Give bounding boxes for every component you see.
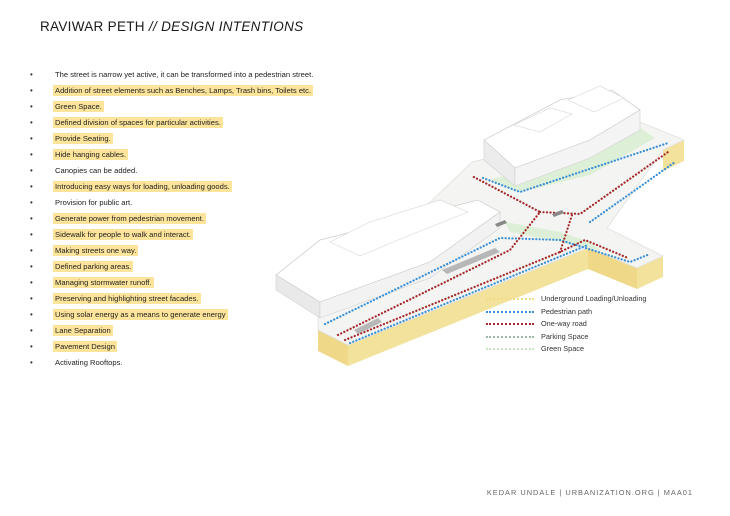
intention-text: Lane Separation bbox=[55, 326, 111, 335]
intention-text: The street is narrow yet active, it can be transformed into a pedestrian street. bbox=[55, 70, 314, 79]
intention-text: Introducing easy ways for loading, unloading goods. bbox=[55, 182, 230, 191]
legend-swatch-icon bbox=[486, 348, 534, 350]
bullet-icon: • bbox=[30, 358, 33, 367]
legend-item bbox=[486, 293, 646, 306]
title-subtitle: DESIGN INTENTIONS bbox=[161, 19, 304, 34]
bullet-icon: • bbox=[30, 214, 33, 223]
diagram-legend bbox=[486, 293, 646, 356]
intention-text: Provision for public art. bbox=[55, 198, 133, 207]
intention-text: Managing stormwater runoff. bbox=[55, 278, 152, 287]
credit-footer: KEDAR UNDALE | URBANIZATION.ORG | MAA01 bbox=[486, 488, 693, 497]
intention-text: Activating Rooftops. bbox=[55, 358, 123, 367]
title-main: RAVIWAR PETH bbox=[40, 19, 145, 34]
bullet-icon: • bbox=[30, 182, 33, 191]
page-title bbox=[40, 19, 303, 34]
bullet-icon: • bbox=[30, 326, 33, 335]
bullet-icon: • bbox=[30, 86, 33, 95]
bullet-icon: • bbox=[30, 262, 33, 271]
intention-text: Addition of street elements such as Benches, Lamps, Trash bins, Toilets etc. bbox=[55, 86, 312, 95]
title-separator: // bbox=[148, 19, 158, 34]
bullet-icon: • bbox=[30, 198, 33, 207]
intention-text: Provide Seating. bbox=[55, 134, 111, 143]
intention-text: Preserving and highlighting street facades. bbox=[55, 294, 199, 303]
intention-text: Sidewalk for people to walk and interact. bbox=[55, 230, 191, 239]
legend-label: Parking Space bbox=[541, 331, 589, 341]
intention-text: Hide hanging cables. bbox=[55, 150, 126, 159]
bullet-icon: • bbox=[30, 70, 33, 79]
intention-text: Green Space. bbox=[55, 102, 102, 111]
intention-text: Generate power from pedestrian movement. bbox=[55, 214, 204, 223]
legend-label: One-way road bbox=[541, 319, 587, 329]
legend-swatch-icon bbox=[486, 298, 534, 300]
bullet-icon: • bbox=[30, 278, 33, 287]
legend-item bbox=[486, 343, 646, 356]
intention-text: Defined parking areas. bbox=[55, 262, 132, 271]
legend-swatch-icon bbox=[486, 336, 534, 338]
legend-label: Underground Loading/Unloading bbox=[541, 294, 647, 303]
legend-swatch-icon bbox=[486, 323, 534, 325]
intention-text: Making streets one way. bbox=[55, 246, 137, 255]
legend-item bbox=[486, 306, 646, 319]
bullet-icon: • bbox=[30, 310, 33, 319]
legend-item bbox=[486, 318, 646, 331]
intention-text: Canopies can be added. bbox=[55, 166, 138, 175]
intention-text: Using solar energy as a means to generate energy bbox=[55, 310, 226, 319]
bullet-icon: • bbox=[30, 118, 33, 127]
bullet-icon: • bbox=[30, 246, 33, 255]
bullet-icon: • bbox=[30, 134, 33, 143]
intention-text: Defined division of spaces for particular activities. bbox=[55, 118, 221, 127]
legend-item bbox=[486, 331, 646, 344]
legend-swatch-icon bbox=[486, 311, 534, 313]
intention-text: Pavement Design bbox=[55, 342, 115, 351]
bullet-icon: • bbox=[30, 166, 33, 175]
bullet-icon: • bbox=[30, 102, 33, 111]
legend-label: Green Space bbox=[541, 344, 584, 354]
bullet-icon: • bbox=[30, 342, 33, 351]
legend-label: Pedestrian path bbox=[541, 306, 593, 316]
bullet-icon: • bbox=[30, 150, 33, 159]
bullet-icon: • bbox=[30, 294, 33, 303]
bullet-icon: • bbox=[30, 230, 33, 239]
